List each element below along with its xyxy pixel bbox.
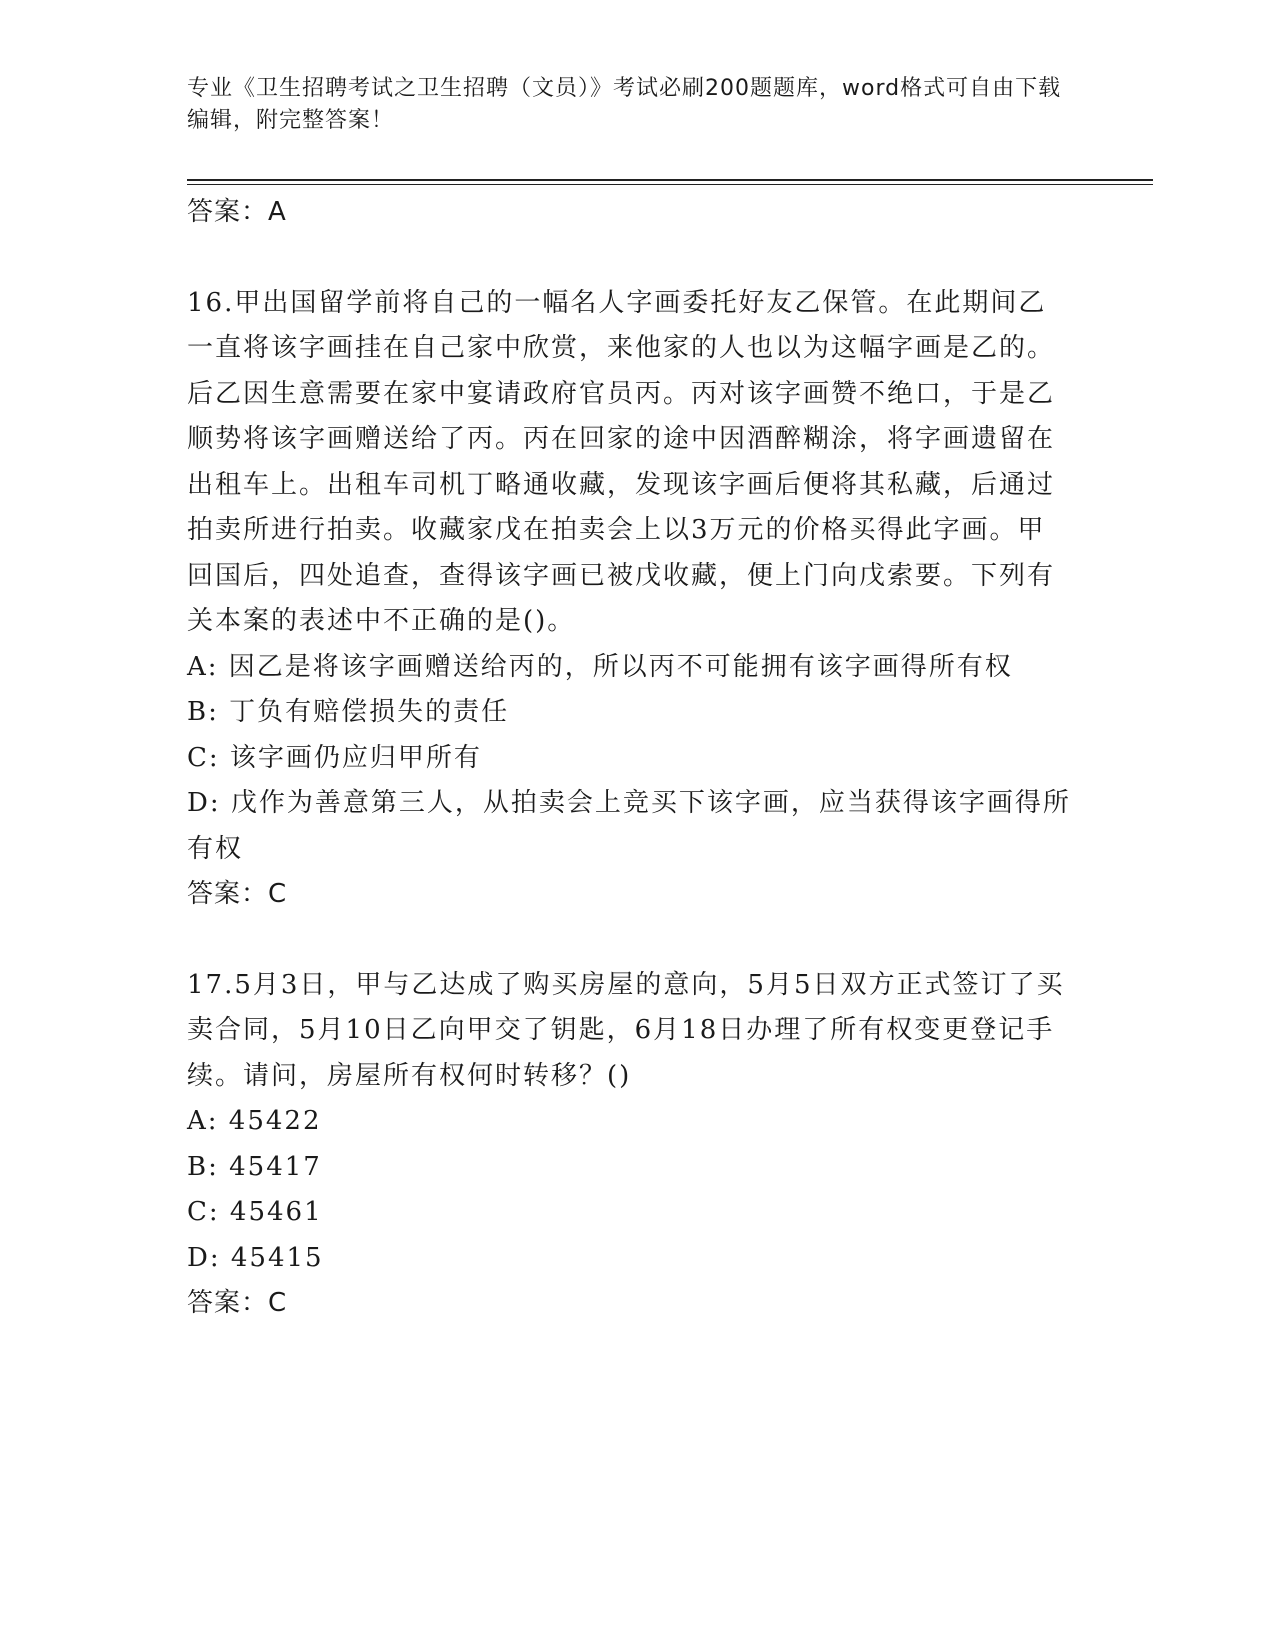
question-16-option-a: A: 因乙是将该字画赠送给丙的，所以丙不可能拥有该字画得所有权 <box>187 651 1013 682</box>
document-content <box>187 190 1072 1327</box>
question-16-answer: 答案：C <box>187 879 288 909</box>
question-16-option-b: B: 丁负有赔偿损失的责任 <box>187 697 510 727</box>
question-17-option-b: B: 45417 <box>187 1151 322 1182</box>
header-rule-thick <box>187 179 1153 181</box>
question-17-option-c: C: 45461 <box>187 1197 323 1227</box>
question-17-stem: 17.5月3日，甲与乙达成了购买房屋的意向，5月5日双方正式签订了买卖合同，5月10日乙向甲交了钥匙，6月18日办理了所有权变更登记手续。请问，房屋所有权何时转移？() <box>187 969 1065 1091</box>
header-rule-thin <box>187 184 1153 185</box>
spacer <box>187 236 1072 281</box>
question-17-option-a: A: 45422 <box>187 1106 322 1136</box>
question-17-option-d: D: 45415 <box>187 1242 324 1273</box>
answer-prev: 答案：A <box>187 197 287 227</box>
question-17-answer: 答案：C <box>187 1288 288 1318</box>
question-16-option-d: D: 戊作为善意第三人，从拍卖会上竞买下该字画，应当获得该字画得所有权 <box>187 788 1071 864</box>
spacer <box>187 918 1072 963</box>
page-header: 专业《卫生招聘考试之卫生招聘（文员）》考试必刷200题题库，word格式可自由下载编辑，附完整答案！ <box>187 76 1062 133</box>
question-16-stem: 16.甲出国留学前将自己的一幅名人字画委托好友乙保管。在此期间乙一直将该字画挂在自己家中欣赏，来他家的人也以为这幅字画是乙的。后乙因生意需要在家中宴请政府官员丙。丙对该字画赞不绝口，于是乙顺势将该字画赠送给了丙。丙在回家的途中因酒醉糊涂，将字画遗留在出租车上。出租车司机丁略通收藏，发现该字画后便将其私藏，后通过拍卖所进行拍卖。收藏家戊在拍卖会上以3万元的价格买得此字画。甲回国后，四处追查，查得该字画已被戊收藏，便上门向戊索要。下列有关本案的表述中不正确的是()。 <box>187 287 1056 636</box>
question-16-option-c: C: 该字画仍应归甲所有 <box>187 742 482 773</box>
